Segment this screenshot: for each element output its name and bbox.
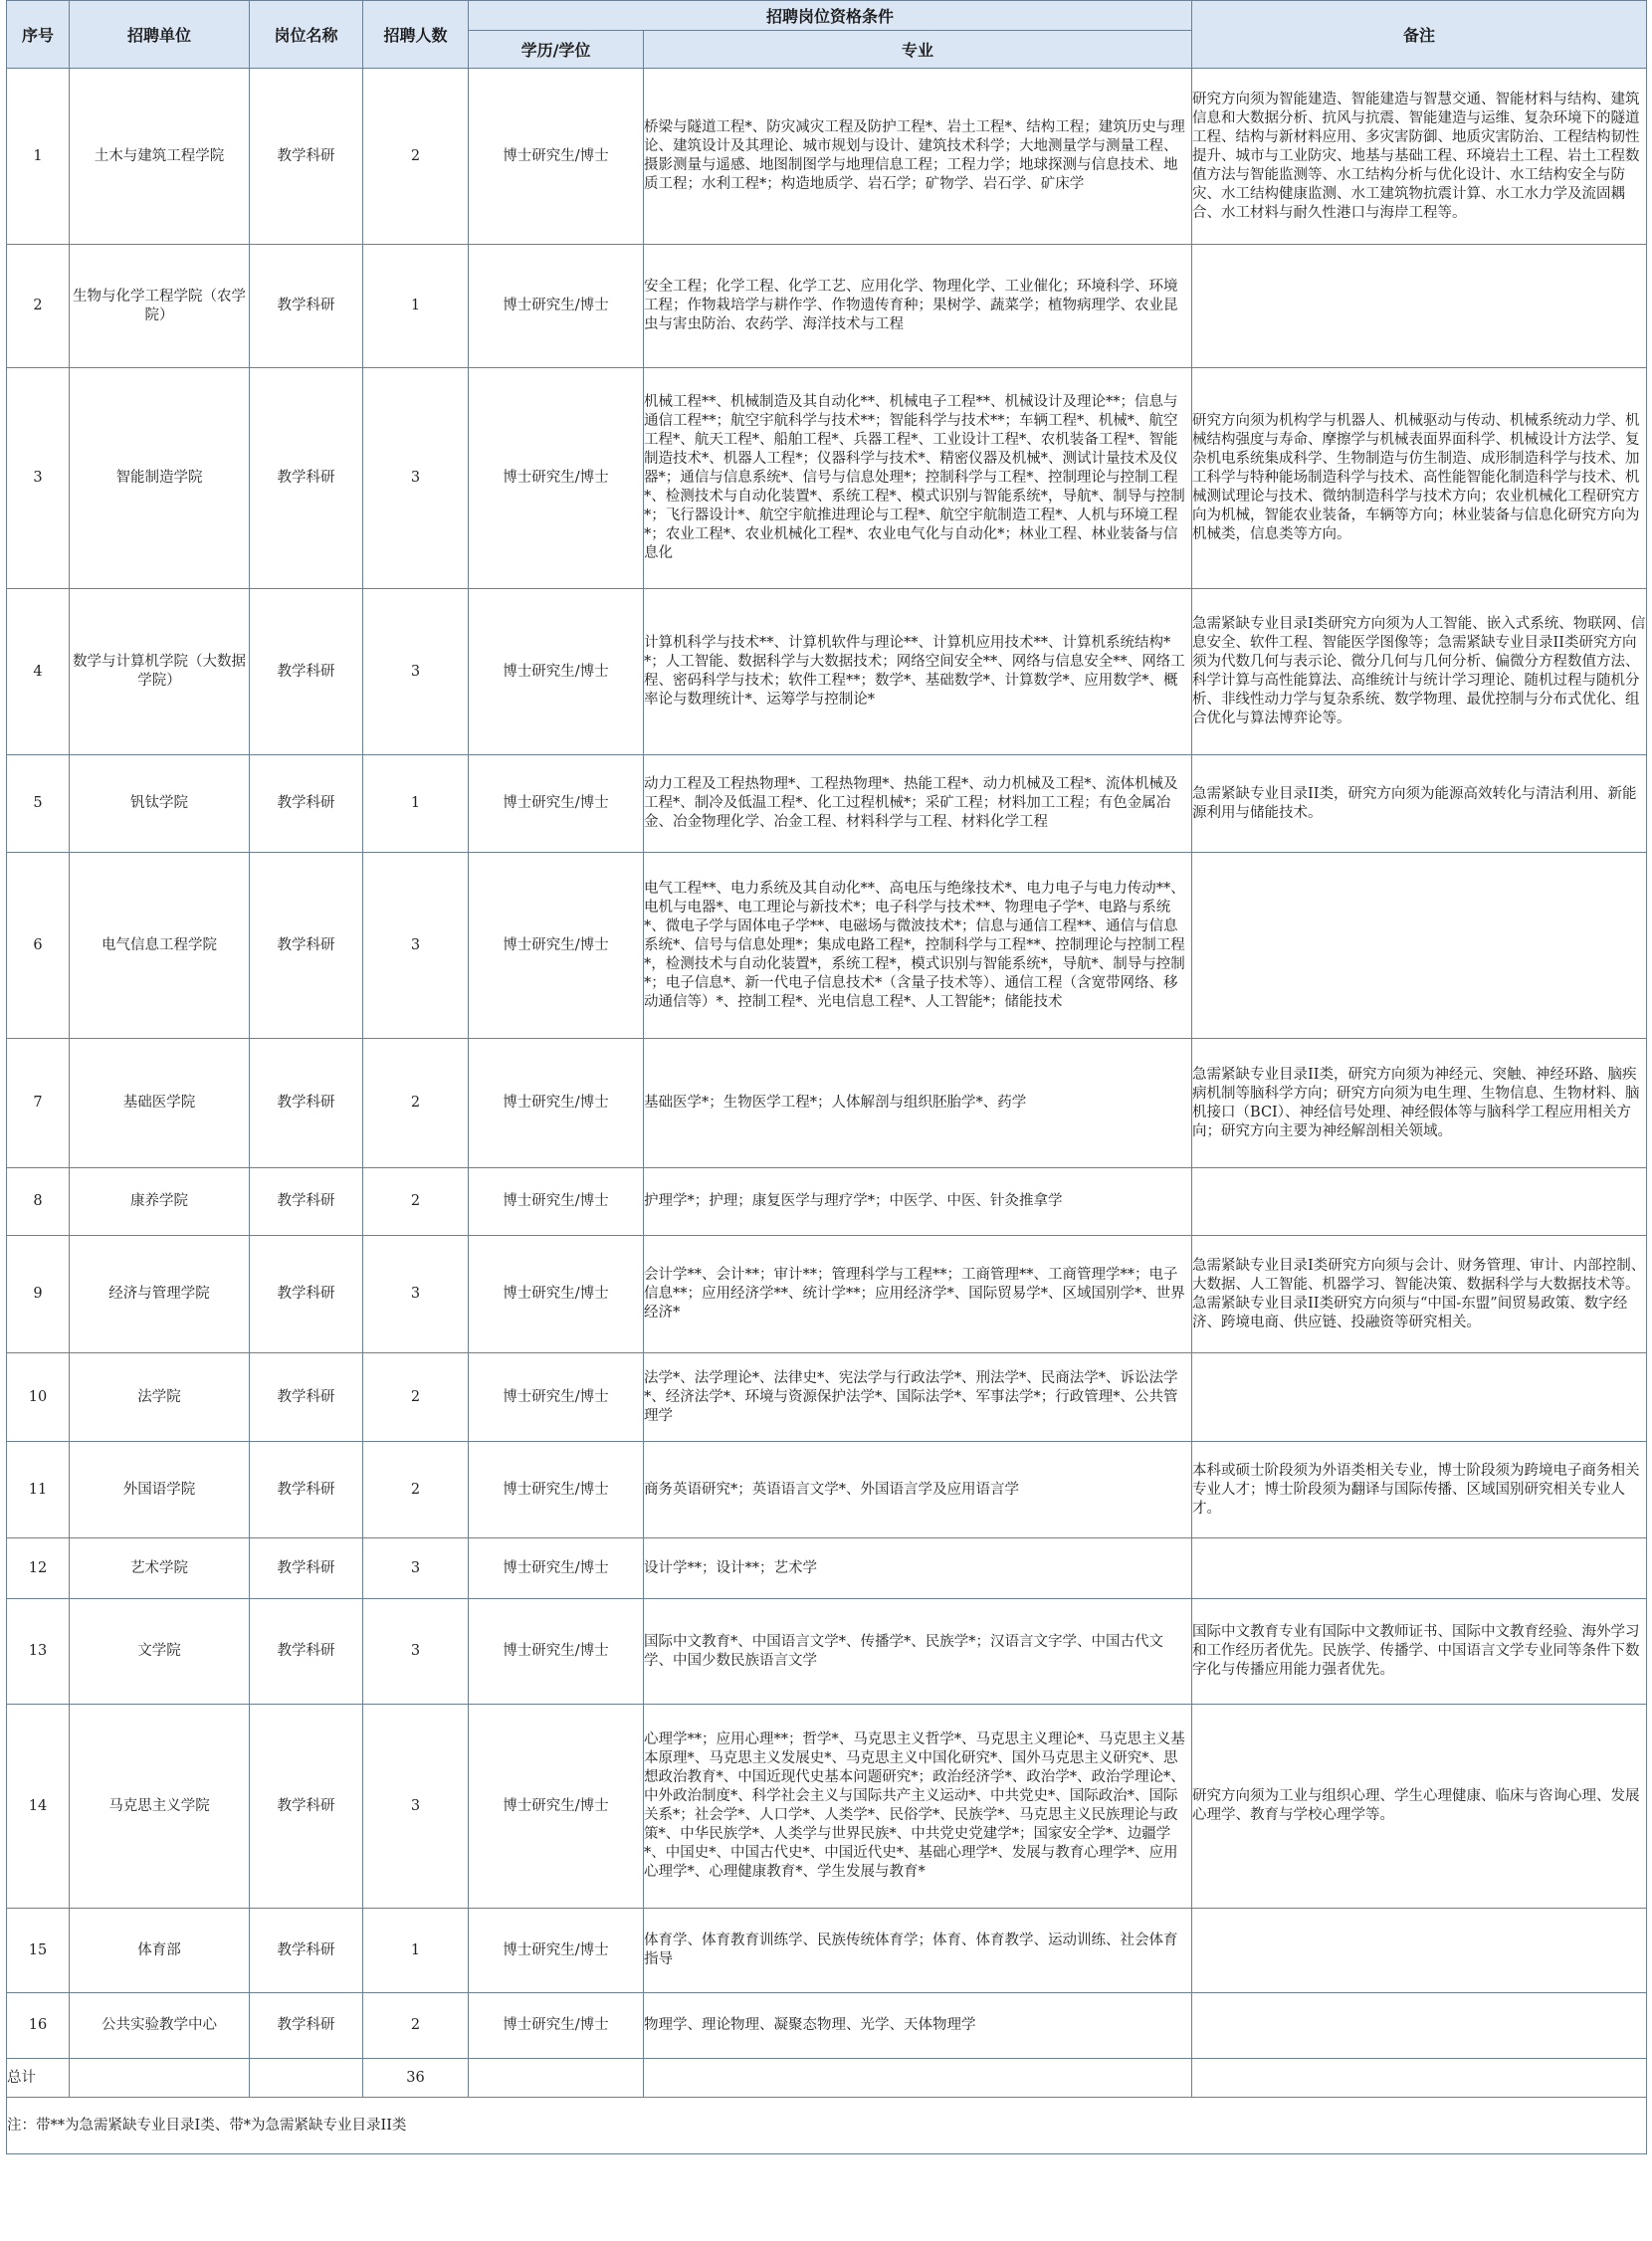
row-index: 4 [7,589,70,755]
header-degree: 学历/学位 [469,31,644,69]
row-degree: 博士研究生/博士 [469,1039,644,1168]
row-degree: 博士研究生/博士 [469,1705,644,1909]
row-index: 9 [7,1236,70,1353]
row-remark [1192,245,1647,368]
row-degree: 博士研究生/博士 [469,755,644,853]
row-unit: 法学院 [70,1353,250,1442]
row-index: 15 [7,1909,70,1993]
total-empty-remark [1192,2059,1647,2098]
row-unit: 基础医学院 [70,1039,250,1168]
row-remark [1192,1993,1647,2059]
table-row [7,853,1647,1039]
row-remark [1192,1909,1647,1993]
row-index: 16 [7,1993,70,2059]
row-major: 计算机科学与技术**、计算机软件与理论**、计算机应用技术**、计算机系统结构**；人工智能、数据科学与大数据技术；网络空间安全**、网络与信息安全**、网络工程、密码科学与技术；软件工程**；数学*、基础数学*、计算数学*、应用数学*、概率论与数理统计*、运筹学与控制论* [644,589,1192,755]
row-position: 教学科研 [250,245,363,368]
row-position: 教学科研 [250,1442,363,1538]
table-row [7,1039,1647,1168]
row-degree: 博士研究生/博士 [469,1353,644,1442]
row-remark: 研究方向须为机构学与机器人、机械驱动与传动、机械系统动力学、机械结构强度与寿命、摩擦学与机械表面界面科学、机械设计方法学、复杂机电系统集成科学、生物制造与仿生制造、成形制造科学与技术、加工科学与特种能场制造科学与技术、高性能智能化制造科学与技术、机械测试理论与技术、微纳制造科学与技术方向；农业机械化工程研究方向为机械，智能农业装备，车辆等方向；林业装备与信息化研究方向为机械类，信息类等方向。 [1192,368,1647,589]
row-count: 3 [363,1599,469,1705]
row-position: 教学科研 [250,755,363,853]
row-position: 教学科研 [250,1538,363,1599]
row-index: 1 [7,69,70,245]
header-position: 岗位名称 [250,1,363,69]
row-count: 2 [363,1353,469,1442]
table-body [7,69,1647,2059]
row-unit: 文学院 [70,1599,250,1705]
row-degree: 博士研究生/博士 [469,589,644,755]
table-row [7,1993,1647,2059]
row-degree: 博士研究生/博士 [469,69,644,245]
row-count: 3 [363,1236,469,1353]
row-index: 11 [7,1442,70,1538]
row-degree: 博士研究生/博士 [469,1538,644,1599]
table-row [7,245,1647,368]
row-remark: 本科或硕士阶段须为外语类相关专业，博士阶段须为跨境电子商务相关专业人才；博士阶段须为翻译与国际传播、区域国别研究相关专业人才。 [1192,1442,1647,1538]
row-count: 3 [363,589,469,755]
header-count: 招聘人数 [363,1,469,69]
row-index: 2 [7,245,70,368]
table-row [7,1236,1647,1353]
total-empty-position [250,2059,363,2098]
recruitment-table-wrapper [6,0,1646,2154]
row-major: 会计学**、会计**；审计**；管理科学与工程**；工商管理**、工商管理学**；电子信息**；应用经济学**、统计学**；应用经济学*、国际贸易学*、区域国别学*、世界经济* [644,1236,1192,1353]
table-row [7,1442,1647,1538]
total-empty-degree [469,2059,644,2098]
header-row-1 [7,1,1647,31]
header-index: 序号 [7,1,70,69]
row-unit: 钒钛学院 [70,755,250,853]
row-position: 教学科研 [250,1705,363,1909]
row-position: 教学科研 [250,1168,363,1236]
total-row [7,2059,1647,2098]
footnote-row [7,2098,1647,2154]
row-count: 3 [363,1538,469,1599]
row-remark: 急需紧缺专业目录II类，研究方向须为神经元、突触、神经环路、脑疾病机制等脑科学方向；研究方向须为电生理、生物信息、生物材料、脑机接口（BCI）、神经信号处理、神经假体等与脑科学工程应用相关方向；研究方向主要为神经解剖相关领域。 [1192,1039,1647,1168]
row-major: 法学*、法学理论*、法律史*、宪法学与行政法学*、刑法学*、民商法学*、诉讼法学*、经济法学*、环境与资源保护法学*、国际法学*、军事法学*；行政管理*、公共管理学 [644,1353,1192,1442]
row-count: 1 [363,1909,469,1993]
row-unit: 电气信息工程学院 [70,853,250,1039]
row-index: 5 [7,755,70,853]
row-position: 教学科研 [250,368,363,589]
table-row [7,755,1647,853]
row-unit: 体育部 [70,1909,250,1993]
footnote: 注：带**为急需紧缺专业目录I类、带*为急需紧缺专业目录II类 [7,2098,1647,2154]
row-remark: 研究方向须为智能建造、智能建造与智慧交通、智能材料与结构、建筑信息和大数据分析、抗风与抗震、智能建造与运维、复杂环境下的隧道工程、结构与新材料应用、多灾害防御、地质灾害防治、工程结构韧性提升、城市与工业防灾、地基与基础工程、环境岩土工程、岩土工程数值方法与智能监测等、水工结构分析与优化设计、水工结构安全与防灾、水工结构健康监测、水工建筑物抗震计算、水工水力学及流固耦合、水工材料与耐久性港口与海岸工程等。 [1192,69,1647,245]
table-row [7,589,1647,755]
recruitment-table [6,0,1647,2154]
row-major: 国际中文教育*、中国语言文学*、传播学*、民族学*；汉语言文字学、中国古代文学、中国少数民族语言文学 [644,1599,1192,1705]
table-row [7,1599,1647,1705]
row-count: 2 [363,1442,469,1538]
header-qualifications: 招聘岗位资格条件 [469,1,1192,31]
row-degree: 博士研究生/博士 [469,1599,644,1705]
row-remark: 研究方向须为工业与组织心理、学生心理健康、临床与咨询心理、发展心理学、教育与学校心理学等。 [1192,1705,1647,1909]
row-remark [1192,853,1647,1039]
row-count: 2 [363,69,469,245]
row-remark: 国际中文教育专业有国际中文教师证书、国际中文教育经验、海外学习和工作经历者优先。民族学、传播学、中国语言文学专业同等条件下数字化与传播应用能力强者优先。 [1192,1599,1647,1705]
header-remarks: 备注 [1192,1,1647,69]
row-count: 3 [363,368,469,589]
row-count: 2 [363,1039,469,1168]
table-row [7,368,1647,589]
row-major: 物理学、理论物理、凝聚态物理、光学、天体物理学 [644,1993,1192,2059]
row-degree: 博士研究生/博士 [469,1236,644,1353]
row-degree: 博士研究生/博士 [469,1442,644,1538]
row-major: 心理学**；应用心理**；哲学*、马克思主义哲学*、马克思主义理论*、马克思主义基本原理*、马克思主义发展史*、马克思主义中国化研究*、国外马克思主义研究*、思想政治教育*、中国近现代史基本问题研究*；政治经济学*、政治学*、政治学理论*、中外政治制度*、科学社会主义与国际共产主义运动*、中共党史*、国际政治*、国际关系*；社会学*、人口学*、人类学*、民俗学*、民族学*、马克思主义民族理论与政策*、中华民族学*、人类学与世界民族*、中共党史党建学*；国家安全学*、边疆学*、中国史*、中国古代史*、中国近代史*、基础心理学*、发展与教育心理学*、应用心理学*、心理健康教育*、学生发展与教育* [644,1705,1192,1909]
row-position: 教学科研 [250,1909,363,1993]
row-position: 教学科研 [250,1353,363,1442]
row-degree: 博士研究生/博士 [469,245,644,368]
row-unit: 土木与建筑工程学院 [70,69,250,245]
row-index: 13 [7,1599,70,1705]
row-position: 教学科研 [250,1599,363,1705]
header-major: 专业 [644,31,1192,69]
row-unit: 经济与管理学院 [70,1236,250,1353]
row-remark: 急需紧缺专业目录I类研究方向须与会计、财务管理、审计、内部控制、大数据、人工智能、机器学习、智能决策、数据科学与大数据技术等。急需紧缺专业目录II类研究方向须与“中国-东盟”间贸易政策、数字经济、跨境电商、供应链、投融资等研究相关。 [1192,1236,1647,1353]
row-degree: 博士研究生/博士 [469,1993,644,2059]
table-row [7,1353,1647,1442]
row-remark: 急需紧缺专业目录I类研究方向须为人工智能、嵌入式系统、物联网、信息安全、软件工程、智能医学图像等；急需紧缺专业目录II类研究方向须为代数几何与表示论、微分几何与几何分析、偏微分方程数值方法、科学计算与高性能算法、高维统计与统计学习理论、随机过程与随机分析、非线性动力学与复杂系统、数学物理、最优控制与分布式优化、组合优化与算法博弈论等。 [1192,589,1647,755]
row-count: 3 [363,853,469,1039]
total-count: 36 [363,2059,469,2098]
table-row [7,1168,1647,1236]
table-row [7,1909,1647,1993]
row-unit: 生物与化学工程学院（农学院） [70,245,250,368]
row-degree: 博士研究生/博士 [469,853,644,1039]
total-label: 总计 [7,2059,70,2098]
row-index: 7 [7,1039,70,1168]
row-index: 3 [7,368,70,589]
row-major: 商务英语研究*；英语语言文学*、外国语言学及应用语言学 [644,1442,1192,1538]
row-unit: 公共实验教学中心 [70,1993,250,2059]
row-count: 2 [363,1993,469,2059]
row-degree: 博士研究生/博士 [469,1909,644,1993]
row-count: 3 [363,1705,469,1909]
row-major: 基础医学*；生物医学工程*；人体解剖与组织胚胎学*、药学 [644,1039,1192,1168]
total-empty-unit [70,2059,250,2098]
row-major: 动力工程及工程热物理*、工程热物理*、热能工程*、动力机械及工程*、流体机械及工程*、制冷及低温工程*、化工过程机械*；采矿工程；材料加工工程；有色金属冶金、冶金物理化学、冶金工程、材料科学与工程、材料化学工程 [644,755,1192,853]
row-position: 教学科研 [250,69,363,245]
row-degree: 博士研究生/博士 [469,1168,644,1236]
row-index: 14 [7,1705,70,1909]
row-position: 教学科研 [250,1236,363,1353]
row-unit: 艺术学院 [70,1538,250,1599]
row-unit: 马克思主义学院 [70,1705,250,1909]
header-unit: 招聘单位 [70,1,250,69]
total-empty-major [644,2059,1192,2098]
row-major: 电气工程**、电力系统及其自动化**、高电压与绝缘技术*、电力电子与电力传动**、电机与电器*、电工理论与新技术*；电子科学与技术**、物理电子学*、电路与系统*、微电子学与固体电子学**、电磁场与微波技术*；信息与通信工程**、通信与信息系统*、信号与信息处理*；集成电路工程*，控制科学与工程**、控制理论与控制工程*，检测技术与自动化装置*，系统工程*，模式识别与智能系统*，导航*、制导与控制*；电子信息*、新一代电子信息技术*（含量子技术等）、通信工程（含宽带网络、移动通信等）*、控制工程*、光电信息工程*、人工智能*；储能技术 [644,853,1192,1039]
row-major: 护理学*；护理；康复医学与理疗学*；中医学、中医、针灸推拿学 [644,1168,1192,1236]
row-index: 8 [7,1168,70,1236]
row-unit: 数学与计算机学院（大数据学院） [70,589,250,755]
table-row [7,1705,1647,1909]
row-unit: 智能制造学院 [70,368,250,589]
row-remark [1192,1353,1647,1442]
row-major: 安全工程；化学工程、化学工艺、应用化学、物理化学、工业催化；环境科学、环境工程；作物栽培学与耕作学、作物遗传育种；果树学、蔬菜学；植物病理学、农业昆虫与害虫防治、农药学、海洋技术与工程 [644,245,1192,368]
row-index: 6 [7,853,70,1039]
row-major: 设计学**；设计**；艺术学 [644,1538,1192,1599]
row-count: 2 [363,1168,469,1236]
row-position: 教学科研 [250,589,363,755]
row-unit: 康养学院 [70,1168,250,1236]
row-position: 教学科研 [250,1039,363,1168]
row-index: 10 [7,1353,70,1442]
row-position: 教学科研 [250,1993,363,2059]
row-major: 桥梁与隧道工程*、防灾减灾工程及防护工程*、岩土工程*、结构工程；建筑历史与理论、建筑设计及其理论、城市规划与设计、建筑技术科学；大地测量学与测量工程、摄影测量与遥感、地图制图学与地理信息工程；工程力学；地球探测与信息技术、地质工程；水利工程*；构造地质学、岩石学；矿物学、岩石学、矿床学 [644,69,1192,245]
row-index: 12 [7,1538,70,1599]
row-count: 1 [363,755,469,853]
row-unit: 外国语学院 [70,1442,250,1538]
row-count: 1 [363,245,469,368]
row-remark: 急需紧缺专业目录II类，研究方向须为能源高效转化与清洁利用、新能源利用与储能技术。 [1192,755,1647,853]
row-degree: 博士研究生/博士 [469,368,644,589]
table-row [7,1538,1647,1599]
row-remark [1192,1168,1647,1236]
row-position: 教学科研 [250,853,363,1039]
row-major: 机械工程**、机械制造及其自动化**、机械电子工程**、机械设计及理论**；信息与通信工程**；航空宇航科学与技术**；智能科学与技术**；车辆工程*、机械*、航空工程*、航天工程*、船舶工程*、兵器工程*、工业设计工程*、农机装备工程*、智能制造技术*、机器人工程*；仪器科学与技术*、精密仪器及机械*、测试计量技术及仪器*；通信与信息系统*、信号与信息处理*；控制科学与工程*、控制理论与控制工程*、检测技术与自动化装置*、系统工程*、模式识别与智能系统*，导航*、制导与控制*；飞行器设计*、航空宇航推进理论与工程*、航空宇航制造工程*、人机与环境工程*；农业工程*、农业机械化工程*、农业电气化与自动化*；林业工程、林业装备与信息化 [644,368,1192,589]
row-remark [1192,1538,1647,1599]
row-major: 体育学、体育教育训练学、民族传统体育学；体育、体育教学、运动训练、社会体育指导 [644,1909,1192,1993]
table-row [7,69,1647,245]
